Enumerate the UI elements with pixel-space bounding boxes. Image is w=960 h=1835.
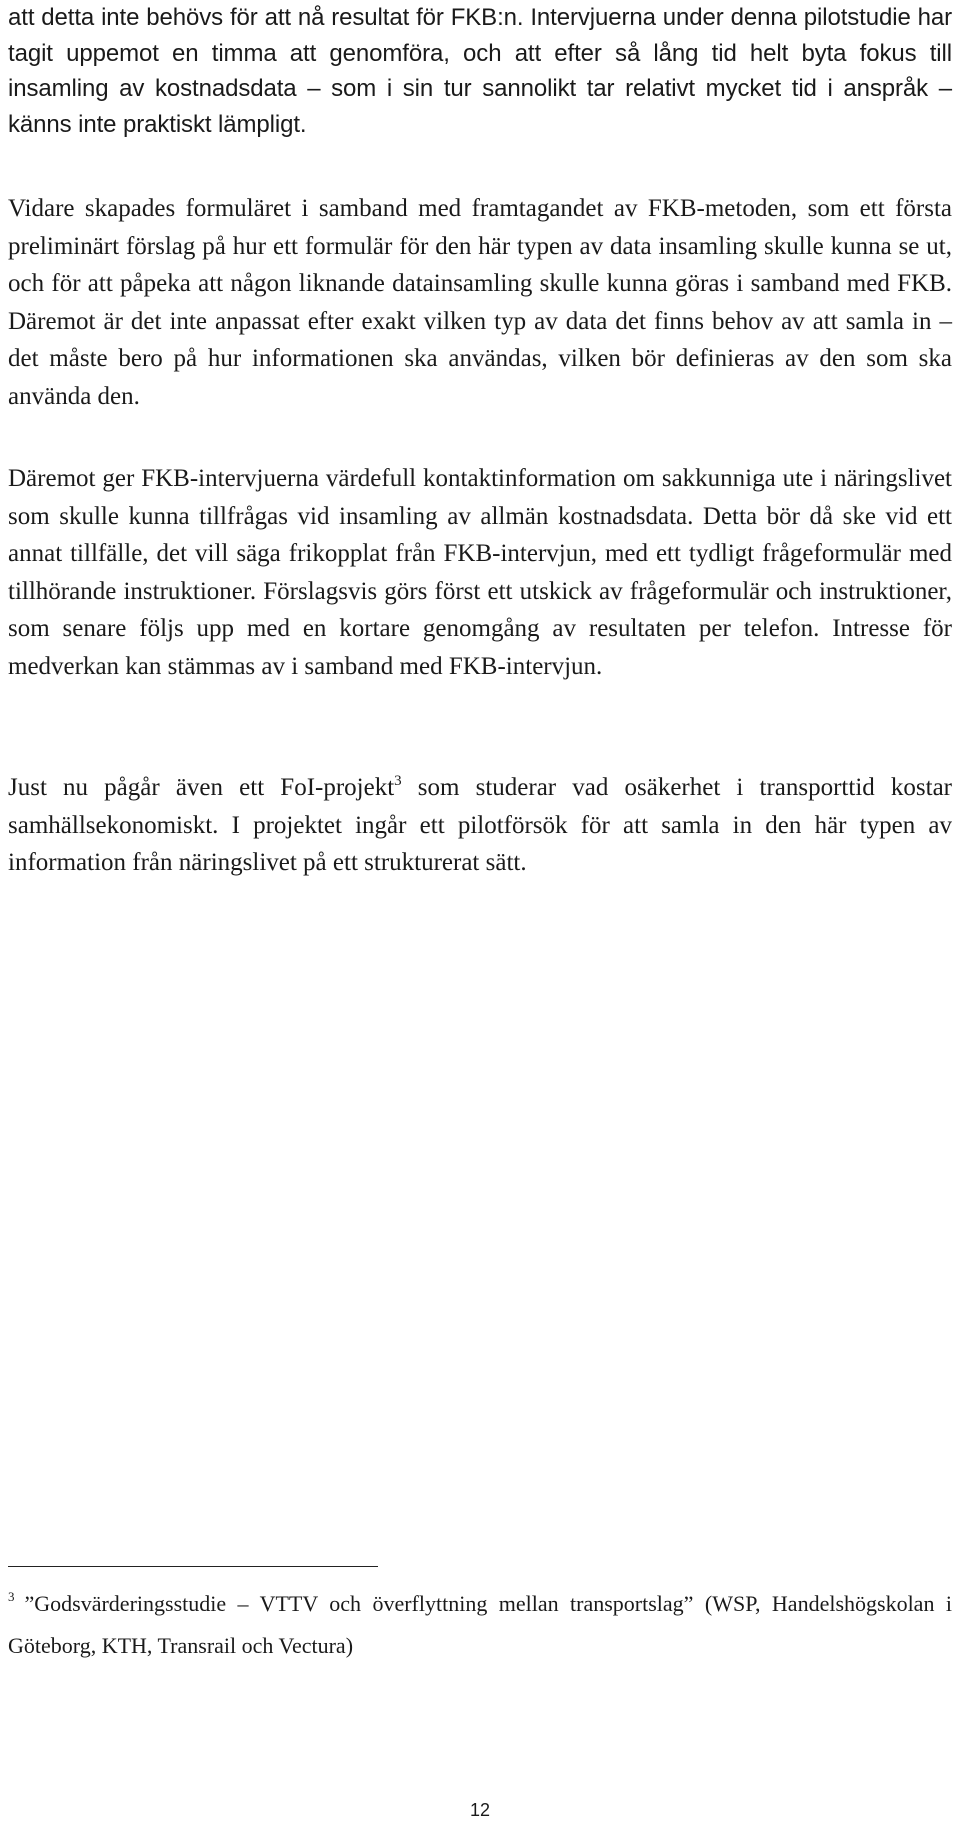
paragraph-foi-project-text-after: som studerar vad osäkerhet i transporttid kostar samhällsekonomiskt. I projektet ingår ett pilotförsök för att samla in den här typen av information från näringslivet på ett strukturerat sätt. bbox=[8, 774, 952, 876]
footnote-separator bbox=[8, 1566, 378, 1567]
footnote bbox=[8, 1583, 952, 1667]
footnote-text: ”Godsvärderingsstudie – VTTV och överflyttning mellan transportslag” (WSP, Handelshögskolan i Göteborg, KTH, Transrail och Vectura) bbox=[8, 1591, 952, 1658]
footnote-reference: 3 bbox=[394, 773, 402, 789]
paragraph-foi-project-text-before: Just nu pågår även ett FoI-projekt bbox=[8, 774, 395, 801]
paragraph-contact-information: Däremot ger FKB-intervjuerna värdefull kontaktinformation om sakkunniga ute i näringslivet som skulle kunna tillfrågas vid insamling av allmän kostnadsdata. Detta bör då ske vid ett annat tillfälle, det vill säga frikopplat från FKB-intervjun, med ett tydligt frågeformulär med tillhörande instruktioner. Förslagsvis görs först ett utskick av frågeformulär och instruktioner, som senare följs upp med en kortare genomgång av resultaten per telefon. Intresse för medverkan kan stämmas av i samband med FKB-intervjun. bbox=[8, 465, 952, 680]
paragraph-foi-project bbox=[8, 769, 952, 882]
paragraph-form-creation: Vidare skapades formuläret i samband med framtagandet av FKB-metoden, som ett första preliminärt förslag på hur ett formulär för den här typen av data insamling skulle kunna se ut, och för att påpeka att någon liknande datainsamling skulle kunna göras i samband med FKB. Däremot är det inte anpassat efter exakt vilken typ av data det finns behov av att samla in – det måste bero på hur informationen ska användas, vilken bör definieras av den som ska använda den. bbox=[8, 195, 952, 410]
paragraph-pilot-study-interviews: att detta inte behövs för att nå resultat för FKB:n. Intervjuerna under denna pilotstudie har tagit uppemot en timma att genomföra, och att efter så lång tid helt byta fokus till insamling av kostnadsdata – som i sin tur sannolikt tar relativt mycket tid i anspråk – känns inte praktiskt lämpligt. bbox=[8, 4, 952, 138]
page-number: 12 bbox=[469, 1800, 491, 1820]
footnote-marker: 3 bbox=[8, 1589, 15, 1604]
